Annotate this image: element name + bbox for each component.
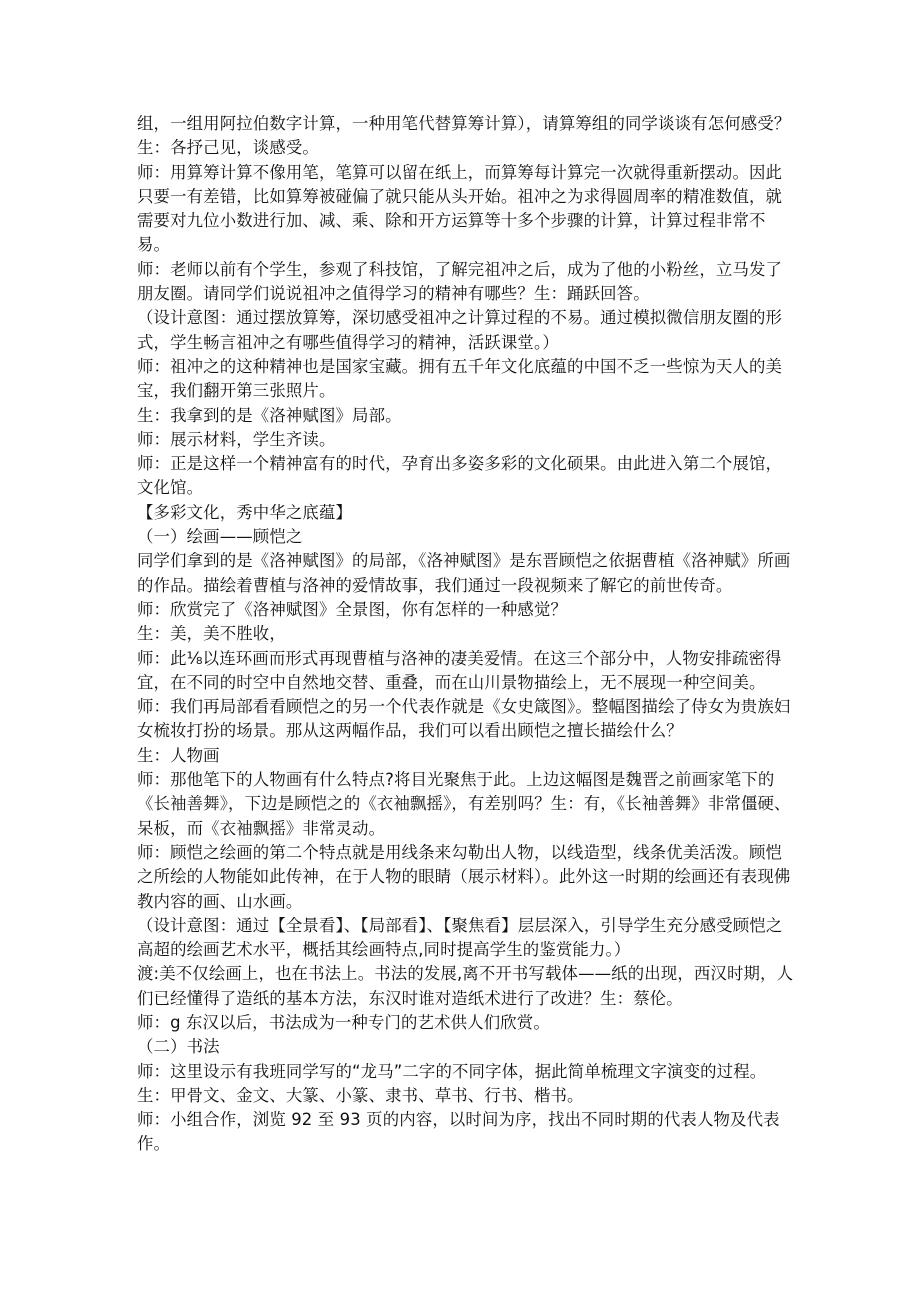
subsection-heading: （二）书法 (137, 1037, 220, 1057)
paragraph: 同学们拿到的是《洛神赋图》的局部，《洛神赋图》是东晋顾恺之依据曹植《洛神赋》所画的作品。描绘着曹植与洛神的爱情故事，我们通过一段视频来了解它的前世传奇。 (137, 551, 791, 595)
paragraph: 师：展示材料，学生齐读。 (137, 429, 336, 449)
paragraph: 师：我们再局部看看顾恺之的另一个代表作就是《女史箴图》。整幅图描绘了侍女为贵族妇女梳妆打扮的场景。那从这两幅作品，我们可以看出顾恺之擅长描绘什么？ (137, 697, 791, 741)
paragraph: 生：美，美不胜收， (137, 624, 286, 644)
paragraph: 师：祖冲之的这种精神也是国家宝藏。拥有五千年文化底蕴的中国不乏一些惊为天人的美宝，我们翻开第三张照片。 (137, 356, 783, 401)
paragraph: 生：人物画 (137, 745, 220, 765)
subsection-heading: （一）绘画——顾恺之 (137, 527, 303, 547)
paragraph: 生：甲骨文、金文、大篆、小篆、隶书、草书、行书、楷书。 (137, 1085, 584, 1105)
section-heading: 【多彩文化，秀中华之底蕴】 (137, 502, 353, 522)
paragraph: （设计意图：通过【全景看】、【局部看】、【聚焦看】层层深入，引导学生充分感受顾恺之高超的绘画艺术水平，概括其绘画特点,同时提高学生的鉴赏能力。） (137, 915, 783, 960)
paragraph: 师：这里设示有我班同学写的“龙马”二字的不同字体，据此简单梳理文字演变的过程。 (137, 1061, 767, 1081)
paragraph: 生：我拿到的是《洛神赋图》局部。 (137, 405, 402, 425)
paragraph: 师：小组合作，浏览 92 至 93 页的内容，以时间为序，找出不同时期的代表人物及代表作。 (137, 1110, 780, 1154)
document-body (137, 112, 797, 1157)
paragraph: 渡:美不仅绘画上，也在书法上。书法的发展,离不开书写载体——纸的出现，西汉时期，人们已经懂得了造纸的基本方法，东汉时谁对造纸术进行了改进？生：蔡伦。 (137, 964, 794, 1008)
paragraph: 师：g 东汉以后，书法成为一种专门的艺术供人们欣赏。 (137, 1012, 550, 1032)
paragraph: 师：那他笔下的人物画有什么特点?将目光聚焦于此。上边这幅图是魏晋之前画家笔下的《长袖善舞》，下边是顾恺之的《衣袖飘摇》，有差别吗？生：有，《长袖善舞》非常僵硬、呆板，而《衣袖飘摇》非常灵动。 (137, 770, 791, 838)
paragraph: 师：欣赏完了《洛神赋图》全景图，你有怎样的一种感觉？ (137, 599, 568, 619)
paragraph: 师：此⅛以连环画而形式再现曹植与洛神的凄美爱情。在这三个部分中，人物安排疏密得宜，在不同的时空中自然地交替、重叠，而在山川景物描绘上，无不展现一种空间美。 (137, 648, 782, 692)
paragraph: 组，一组用阿拉伯数字计算，一种用笔代替算筹计算），请算筹组的同学谈谈有怎何感受？生：各抒己见，谈感受。 (137, 114, 791, 158)
paragraph: 师：老师以前有个学生，参观了科技馆，了解完祖冲之后，成为了他的小粉丝，立马发了朋友圈。请同学们说说祖冲之值得学习的精神有哪些？生：踊跃回答。 (137, 259, 783, 304)
paragraph: 师：正是这样一个精神富有的时代，孕育出多姿多彩的文化硕果。由此进入第二个展馆，文化馆。 (137, 454, 783, 498)
paragraph: （设计意图：通过摆放算筹，深切感受祖冲之计算过程的不易。通过模拟微信朋友圈的形式，学生畅言祖冲之有哪些值得学习的精神，活跃课堂。） (137, 308, 783, 352)
paragraph: 师：顾恺之绘画的第二个特点就是用线条来勾勒出人物，以线造型，线条优美活泼。顾恺之所绘的人物能如此传神，在于人物的眼睛（展示材料）。此外这一时期的绘画还有表现佛教内容的画、山水画。 (137, 842, 791, 911)
paragraph: 师：用算筹计算不像用笔，笔算可以留在纸上，而算筹每计算完一次就得重新摆动。因此只要一有差错，比如算筹被碰偏了就只能从头开始。祖冲之为求得圆周率的精准数值，就需要对九位小数进行加、减、乘、除和开方运算等十多个步骤的计算，计算过程非常不易。 (137, 162, 783, 255)
